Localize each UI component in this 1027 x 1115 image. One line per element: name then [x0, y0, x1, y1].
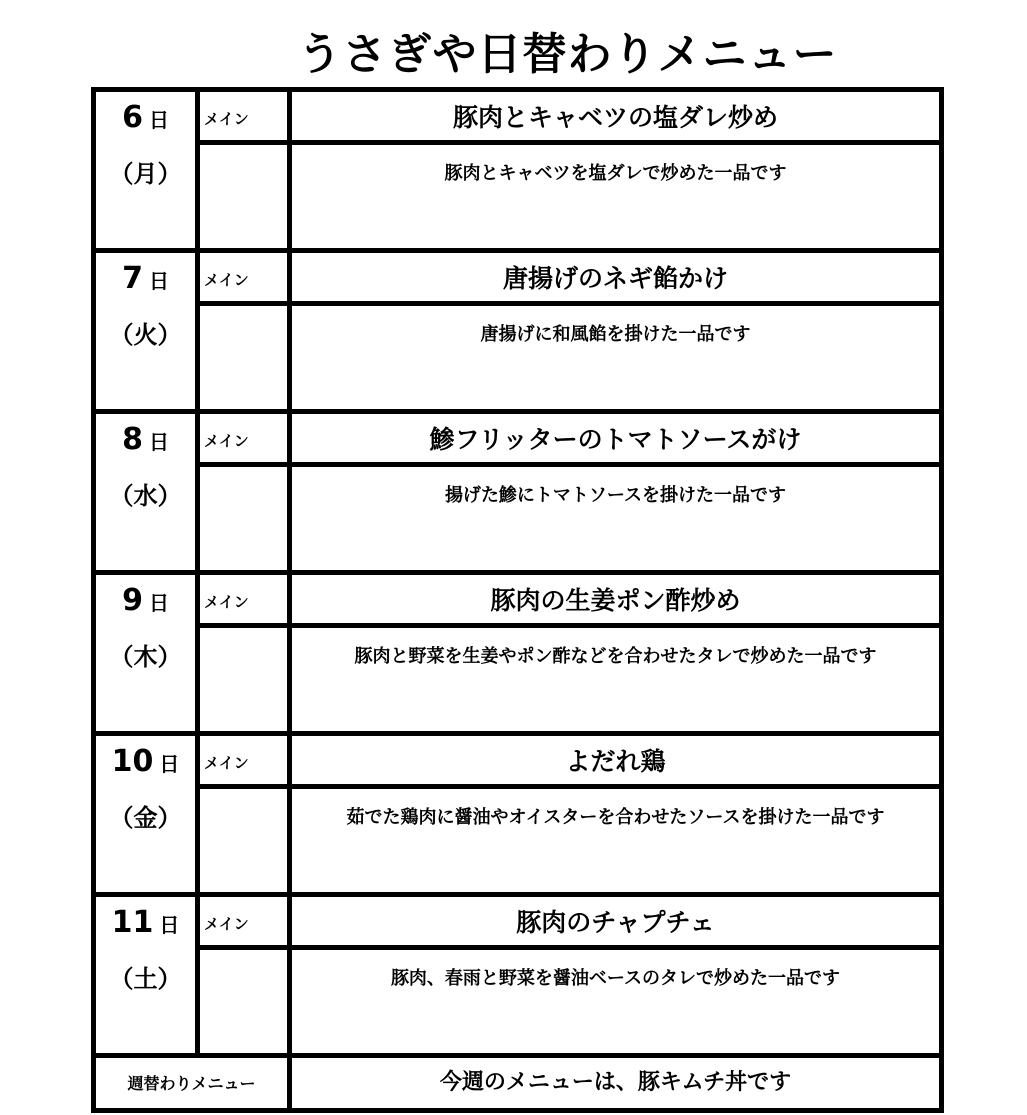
main-label: メイン: [200, 414, 287, 467]
weekday: （土）: [109, 965, 182, 993]
dish-description: 唐揚げに和風餡を掛けた一品です: [480, 324, 751, 345]
weekday: （月）: [109, 160, 182, 188]
date-cell: [96, 575, 200, 731]
weekday: （水）: [109, 482, 182, 510]
date-number: 8: [122, 422, 143, 457]
main-label: メイン: [200, 897, 287, 950]
dish-cell: [292, 736, 939, 892]
label-cell: [200, 253, 292, 409]
date-cell: [96, 92, 200, 248]
page-title: うさぎや日替わりメニュー: [297, 29, 838, 80]
date-unit: 日: [148, 591, 169, 615]
date-cell: [96, 253, 200, 409]
weekday: （金）: [109, 804, 182, 832]
label-cell: [200, 575, 292, 731]
date-number: 10: [111, 744, 154, 779]
dish-cell: [292, 92, 939, 248]
dish-cell: [292, 414, 939, 570]
date-cell: [96, 414, 200, 570]
day-row: [96, 253, 939, 414]
date-unit: 日: [159, 752, 180, 776]
label-cell: [200, 414, 292, 570]
dish-name: 鯵フリッターのトマトソースがけ: [292, 414, 939, 467]
weekday: （火）: [109, 321, 182, 349]
menu-table: [91, 87, 944, 1113]
dish-name: 豚肉のチャプチェ: [292, 897, 939, 950]
dish-cell: [292, 897, 939, 1053]
date-number: 6: [122, 100, 143, 135]
day-row: [96, 736, 939, 897]
date-number: 9: [122, 583, 143, 618]
day-row: [96, 414, 939, 575]
dish-cell: [292, 575, 939, 731]
dish-cell: [292, 253, 939, 409]
weekly-menu-text: 今週のメニューは、豚キムチ丼です: [439, 1070, 792, 1095]
date-cell: [96, 897, 200, 1053]
day-row: [96, 575, 939, 736]
main-label: メイン: [200, 253, 287, 306]
day-row: [96, 897, 939, 1058]
date-number: 11: [111, 905, 154, 940]
dish-description: 茹でた鶏肉に醤油やオイスターを合わせたソースを掛けた一品です: [346, 807, 885, 828]
weekday: （木）: [109, 643, 182, 671]
date-cell: [96, 736, 200, 892]
date-number: 7: [122, 261, 143, 296]
dish-description: 豚肉とキャベツを塩ダレで炒めた一品です: [444, 163, 787, 184]
date-unit: 日: [148, 108, 169, 132]
main-label: メイン: [200, 736, 287, 789]
main-label: メイン: [200, 92, 287, 145]
label-cell: [200, 736, 292, 892]
main-label: メイン: [200, 575, 287, 628]
dish-description: 豚肉と野菜を生姜やポン酢などを合わせたタレで炒めた一品です: [354, 646, 877, 667]
weekly-menu-label: 週替わりメニュー: [96, 1058, 292, 1108]
dish-name: よだれ鶏: [292, 736, 939, 789]
date-unit: 日: [148, 269, 169, 293]
date-unit: 日: [159, 913, 180, 937]
dish-description: 揚げた鯵にトマトソースを掛けた一品です: [444, 485, 787, 506]
date-unit: 日: [148, 430, 169, 454]
dish-description: 豚肉、春雨と野菜を醤油ベースのタレで炒めた一品です: [390, 968, 841, 989]
label-cell: [200, 897, 292, 1053]
day-row: [96, 92, 939, 253]
dish-name: 豚肉とキャベツの塩ダレ炒め: [292, 92, 939, 145]
label-cell: [200, 92, 292, 248]
dish-name: 豚肉の生姜ポン酢炒め: [292, 575, 939, 628]
weekly-menu-row: [96, 1058, 939, 1113]
dish-name: 唐揚げのネギ餡かけ: [292, 253, 939, 306]
